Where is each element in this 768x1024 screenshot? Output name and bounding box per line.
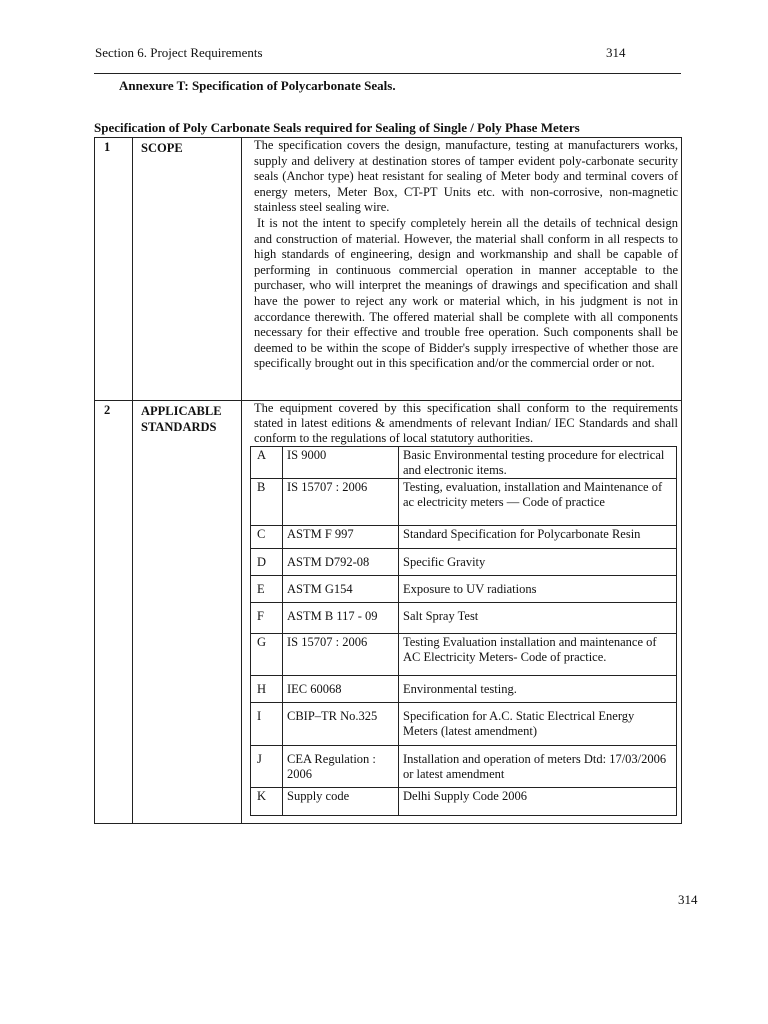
std-letter: D	[251, 549, 283, 576]
std-code: ASTM G154	[283, 576, 399, 603]
standards-table	[250, 446, 677, 816]
std-code: ASTM F 997	[283, 526, 399, 549]
standards-intro: The equipment covered by this specification shall conform to the requirements stated in latest editions & amendments of relevant Indian/ IEC Standards and shall conform to the regulations of local statutory authorities.	[254, 401, 678, 445]
std-letter: F	[251, 603, 283, 634]
std-letter: E	[251, 576, 283, 603]
std-description: Basic Environmental testing procedure for electrical and electronic items.	[399, 447, 677, 479]
std-letter: A	[251, 447, 283, 479]
std-letter: B	[251, 479, 283, 526]
std-letter: C	[251, 526, 283, 549]
std-code: IEC 60068	[283, 676, 399, 703]
table-row	[251, 576, 677, 603]
table-row	[251, 603, 677, 634]
table-row	[251, 676, 677, 703]
std-code: IS 15707 : 2006	[283, 634, 399, 676]
table-row	[251, 479, 677, 526]
row-heading-line-1: APPLICABLE	[141, 404, 222, 418]
table-row	[251, 526, 677, 549]
col-divider	[241, 401, 242, 823]
std-code: IS 9000	[283, 447, 399, 479]
col-divider	[132, 401, 133, 823]
std-code: CBIP–TR No.325	[283, 703, 399, 746]
table-row	[251, 549, 677, 576]
page-header-number: 314	[606, 45, 626, 60]
std-description: Specification for A.C. Static Electrical Energy Meters (latest amendment)	[399, 703, 677, 746]
header-rule	[94, 73, 681, 74]
row-heading: SCOPE	[141, 141, 183, 155]
row-heading	[141, 403, 222, 435]
row-number: 1	[104, 140, 111, 154]
std-letter: I	[251, 703, 283, 746]
std-description: Installation and operation of meters Dtd: 17/03/2006 or latest amendment	[399, 746, 677, 788]
std-code: Supply code	[283, 788, 399, 816]
std-code: CEA Regulation : 2006	[283, 746, 399, 788]
specification-title: Specification of Poly Carbonate Seals required for Sealing of Single / Poly Phase Meters	[94, 120, 580, 135]
table-row	[251, 788, 677, 816]
std-description: Standard Specification for Polycarbonate Resin	[399, 526, 677, 549]
std-description: Testing, evaluation, installation and Maintenance of ac electricity meters — Code of practice	[399, 479, 677, 526]
scope-text	[254, 138, 678, 372]
col-divider	[241, 138, 242, 400]
footer-page-number: 314	[678, 892, 698, 907]
table-row	[251, 703, 677, 746]
annexure-title: Annexure T: Specification of Polycarbonate Seals.	[119, 78, 396, 93]
std-description: Specific Gravity	[399, 549, 677, 576]
std-code: ASTM B 117 - 09	[283, 603, 399, 634]
table-row	[251, 447, 677, 479]
std-description: Exposure to UV radiations	[399, 576, 677, 603]
col-divider	[132, 138, 133, 400]
std-description: Salt Spray Test	[399, 603, 677, 634]
scope-paragraph-1: The specification covers the design, manufacture, testing at manufacturers works, supply and delivery at destination stores of tamper evident poly-carbonate security seals (Anchor type) heat resistant for sealing of Meter body and terminal covers of energy meters, Meter Box, CT-PT Units etc. with non-corrosive, non-magnetic stainless steel sealing wire.	[254, 138, 678, 215]
std-code: IS 15707 : 2006	[283, 479, 399, 526]
table-row	[251, 634, 677, 676]
table-row	[251, 746, 677, 788]
std-letter: J	[251, 746, 283, 788]
scope-paragraph-2: It is not the intent to specify completely herein all the details of technical design and construction of material. However, the material shall conform in all respects to high standards of engineering, design and workmanship and shall be capable of performing in continuous commercial operation in manner acceptable to the purchaser, who will interpret the meanings of drawings and specification and shall have the power to reject any work or material which, in his judgment is not in accordance therewith. The offered material shall be complete with all components necessary for their effective and trouble free operation. Such components shall be deemed to be within the scope of Bidder's supply irrespective of whether those are specifically brought out in this specification and/or the commercial order or not.	[254, 215, 678, 371]
std-letter: G	[251, 634, 283, 676]
row-heading-line-2: STANDARDS	[141, 420, 217, 434]
std-letter: K	[251, 788, 283, 816]
row-number: 2	[104, 403, 111, 417]
page-header-section: Section 6. Project Requirements	[95, 45, 263, 60]
std-letter: H	[251, 676, 283, 703]
row-scope	[94, 137, 682, 401]
std-description: Delhi Supply Code 2006	[399, 788, 677, 816]
std-description: Testing Evaluation installation and maintenance of AC Electricity Meters- Code of practice.	[399, 634, 677, 676]
std-description: Environmental testing.	[399, 676, 677, 703]
std-code: ASTM D792-08	[283, 549, 399, 576]
